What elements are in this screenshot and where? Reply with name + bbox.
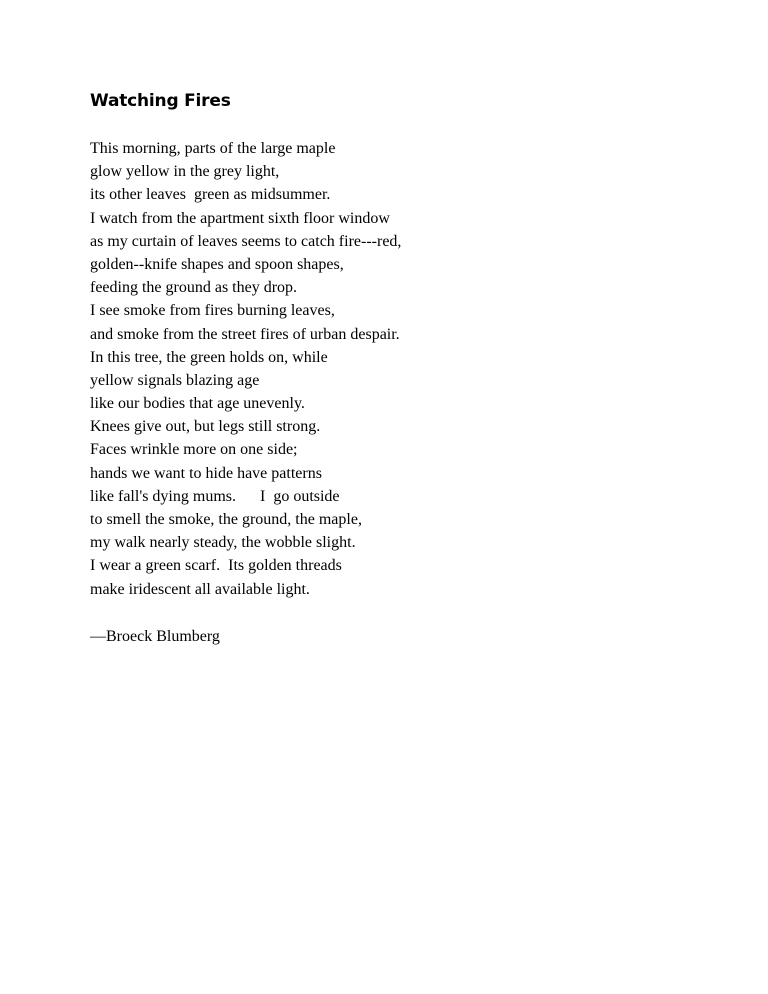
poem-line: and smoke from the street fires of urban despair. — [90, 325, 400, 343]
poem-line: yellow signals blazing age — [90, 371, 260, 389]
poem-line: I see smoke from fires burning leaves, — [90, 302, 335, 320]
poem-line: This morning, parts of the large maple — [90, 140, 336, 157]
poem-line: like fall's dying mums. I go outside — [90, 487, 340, 505]
poem-line: Knees give out, but legs still strong. — [90, 418, 321, 436]
poem-line: my walk nearly steady, the wobble slight. — [90, 534, 356, 552]
poem-body — [90, 137, 401, 601]
poem-line: golden--knife shapes and spoon shapes, — [90, 255, 344, 273]
poem-line: I wear a green scarf. Its golden threads — [90, 557, 342, 575]
poem-line: as my curtain of leaves seems to catch fire---red, — [90, 232, 402, 250]
poem-line: make iridescent all available light. — [90, 580, 310, 598]
poem-line: I watch from the apartment sixth floor window — [90, 209, 390, 227]
poem-line: to smell the smoke, the ground, the maple, — [90, 511, 362, 528]
poem-line: hands we want to hide have patterns — [90, 464, 322, 482]
poem-line: like our bodies that age unevenly. — [90, 395, 305, 413]
poem-line: its other leaves green as midsummer. — [90, 186, 331, 204]
poem-title: Watching Fires — [90, 91, 231, 111]
author-attribution: —Broeck Blumberg — [90, 628, 220, 645]
poem-line: glow yellow in the grey light, — [90, 163, 280, 181]
poem-line: Faces wrinkle more on one side; — [90, 441, 298, 459]
poem-line: In this tree, the green holds on, while — [90, 348, 328, 366]
poem-line: feeding the ground as they drop. — [90, 279, 298, 297]
